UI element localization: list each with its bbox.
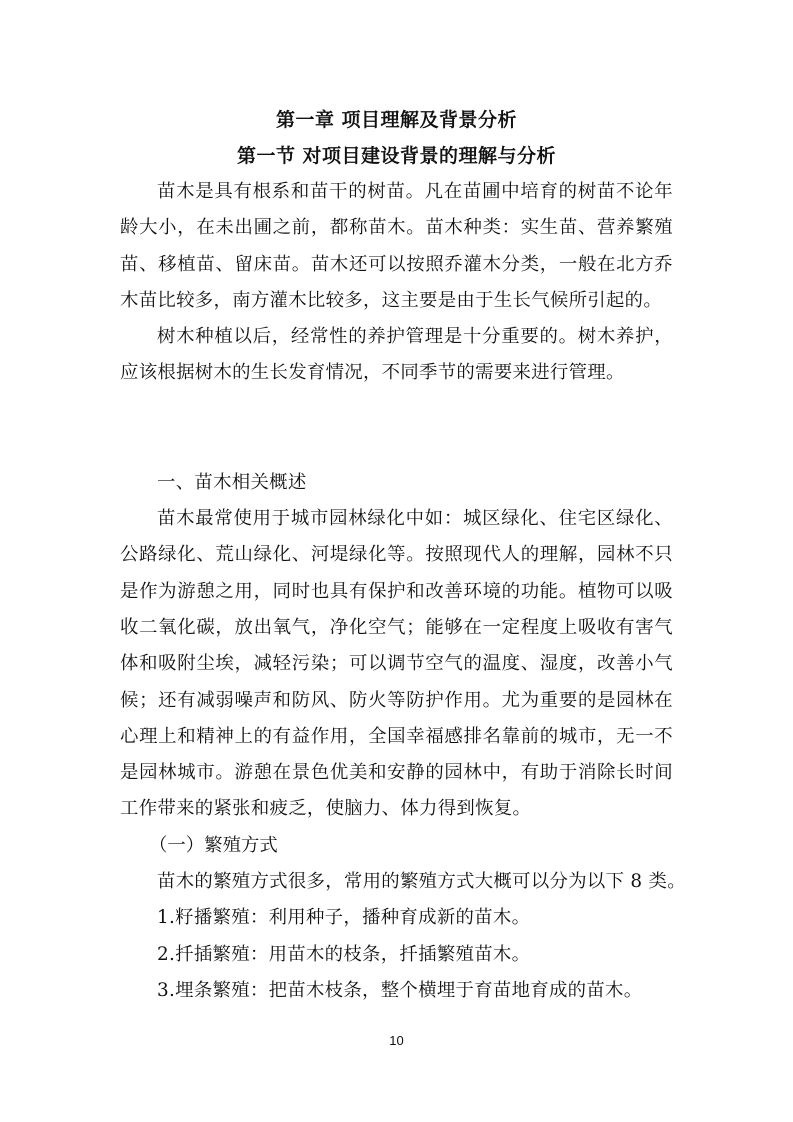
blank-spacing xyxy=(120,392,673,465)
propagation-intro: 苗木的繁殖方式很多，常用的繁殖方式大概可以分为以下 8 类。 xyxy=(157,871,686,893)
list-item: 1.籽播繁殖：利用种子，播种育成新的苗木。 xyxy=(157,907,531,929)
section-title: 第一节 对项目建设背景的理解与分析 xyxy=(236,145,557,167)
chapter-title: 第一章 项目理解及背景分析 xyxy=(275,109,518,131)
page-content xyxy=(120,100,686,1009)
heading-seedling-overview: 一、苗木相关概述 xyxy=(157,471,307,493)
paragraph-intro-1: 苗木是具有根系和苗干的树苗。凡在苗圃中培育的树苗不论年龄大小，在未出圃之前，都称苗木。苗木种类：实生苗、营养繁殖苗、移植苗、留床苗。苗木还可以按照乔灌木分类，一般在北方乔木苗比较多，南方灌木比较多，这主要是由于生长气候所引起的。 xyxy=(120,181,673,311)
list-item: 3.埋条繁殖：把苗木枝条，整个横埋于育苗地育成的苗木。 xyxy=(157,979,643,1001)
list-item: 2.扦插繁殖：用苗木的枝条，扦插繁殖苗木。 xyxy=(157,943,531,965)
propagation-list xyxy=(120,864,686,1009)
paragraph-intro-2: 树木种植以后，经常性的养护管理是十分重要的。树木养护，应该根据树木的生长发育情况，不同季节的需要来进行管理。 xyxy=(120,326,673,384)
page-number: 10 xyxy=(389,1033,404,1048)
paragraph-overview: 苗木最常使用于城市园林绿化中如：城区绿化、住宅区绿化、公路绿化、荒山绿化、河堤绿化等。按照现代人的理解，园林不只是作为游憩之用，同时也具有保护和改善环境的功能。植物可以吸收二氧化碳，放出氧气，净化空气；能够在一定程度上吸收有害气体和吸附尘埃，减轻污染；可以调节空气的温度、湿度，改善小气候；还有减弱噪声和防风、防火等防护作用。尤为重要的是园林在心理上和精神上的有益作用，全国幸福感排名靠前的城市，无一不是园林城市。游憩在景色优美和安静的园林中，有助于消除长时间工作带来的紧张和疲乏，使脑力、体力得到恢复。 xyxy=(120,508,673,820)
subheading-propagation-methods: （一）繁殖方式 xyxy=(149,834,278,856)
